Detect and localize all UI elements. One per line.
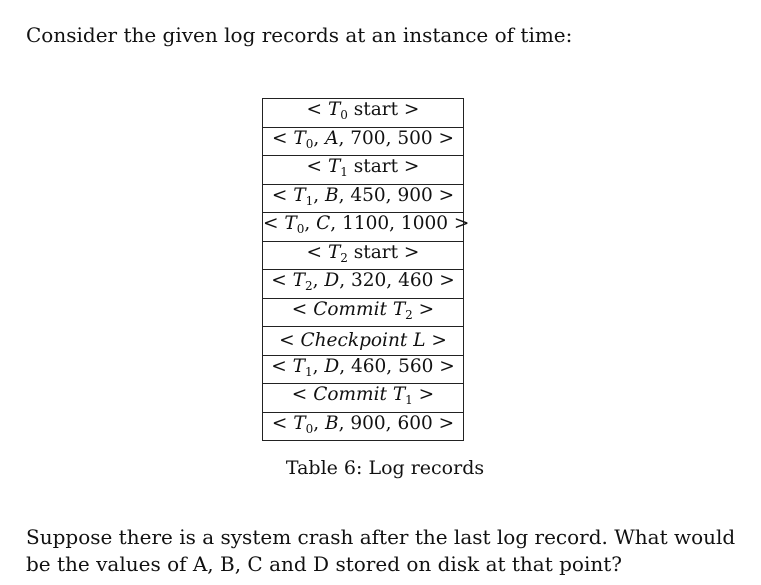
txn-subscript: 1 (305, 193, 314, 208)
separator: , (312, 270, 325, 292)
close-bracket: > (432, 184, 455, 206)
separator: , (385, 127, 398, 149)
separator: , (386, 355, 399, 377)
new-value: 500 (397, 127, 433, 149)
separator: , (304, 213, 317, 235)
new-value: 460 (398, 270, 434, 292)
commit-keyword: Commit (313, 298, 393, 320)
separator: , (339, 355, 351, 377)
separator: , (389, 213, 401, 235)
close-bracket: > (398, 156, 420, 178)
intro-text: Consider the given log records at an instance of time: (26, 23, 573, 47)
open-bracket: < (279, 329, 301, 351)
log-record-cell (263, 412, 464, 441)
log-record-row (263, 384, 464, 413)
separator: , (386, 270, 399, 292)
txn-name: T (284, 213, 297, 235)
separator: , (385, 184, 398, 206)
txn-subscript: 0 (340, 108, 348, 123)
close-bracket: > (433, 355, 455, 377)
checkpoint-arg: L (413, 329, 426, 351)
log-record-cell (263, 384, 464, 413)
data-item: D (324, 270, 340, 292)
start-label: start (347, 99, 399, 121)
txn-name: T (327, 241, 341, 263)
open-bracket: < (306, 241, 328, 263)
log-records-body (263, 99, 470, 441)
log-record-cell (263, 99, 464, 128)
log-record-cell (263, 355, 464, 384)
txn-subscript: 1 (405, 393, 413, 408)
txn-subscript: 2 (340, 250, 348, 265)
new-value: 600 (397, 412, 433, 434)
separator: , (339, 270, 351, 292)
txn-name: T (327, 156, 341, 178)
separator: , (313, 412, 325, 434)
txn-subscript: 1 (304, 364, 313, 379)
txn-name: T (392, 298, 406, 320)
log-record-cell (263, 327, 464, 356)
old-value: 450 (350, 184, 386, 206)
data-item: B (324, 412, 339, 434)
start-label: start (347, 156, 399, 178)
separator: , (313, 184, 325, 206)
data-item: D (324, 355, 340, 377)
open-bracket: < (271, 127, 294, 149)
log-record-cell (263, 298, 464, 327)
data-item: C (316, 213, 331, 235)
old-value: 320 (350, 270, 387, 292)
txn-name: T (293, 412, 306, 434)
separator: , (313, 127, 326, 149)
log-record-row (263, 298, 464, 327)
open-bracket: < (306, 99, 328, 121)
txn-name: T (293, 184, 306, 206)
open-bracket: < (271, 270, 293, 292)
close-bracket: > (398, 241, 420, 263)
log-record-cell (263, 156, 464, 185)
txn-name: T (327, 99, 341, 121)
separator: , (338, 127, 351, 149)
close-bracket: > (433, 270, 455, 292)
txn-subscript: 0 (305, 136, 314, 151)
log-record-row (263, 99, 464, 128)
table-caption (0, 456, 761, 480)
close-bracket: > (432, 412, 455, 434)
txn-name: T (292, 270, 305, 292)
separator: , (338, 184, 351, 206)
txn-subscript: 1 (340, 165, 348, 180)
txn-subscript: 2 (405, 307, 413, 322)
log-record-row (263, 355, 464, 384)
old-value: 460 (350, 355, 387, 377)
log-records-table (262, 98, 470, 441)
open-bracket: < (271, 355, 293, 377)
checkpoint-keyword: Checkpoint (300, 329, 414, 351)
table-caption-text: Table 6: Log records (285, 457, 485, 479)
open-bracket: < (306, 156, 328, 178)
separator: , (338, 412, 351, 434)
close-bracket: > (432, 127, 455, 149)
new-value: 900 (397, 184, 433, 206)
separator: , (385, 412, 398, 434)
txn-subscript: 2 (304, 279, 313, 294)
close-bracket: > (425, 329, 447, 351)
log-record-cell (263, 241, 464, 270)
old-value: 700 (350, 127, 386, 149)
separator: , (312, 355, 325, 377)
open-bracket: < (271, 412, 294, 434)
log-record-cell (263, 127, 464, 156)
question-text: Suppose there is a system crash after the last log record. What would be the values of A, B, C and D stored on disk at that point? (26, 525, 736, 576)
open-bracket: < (271, 184, 294, 206)
close-bracket: > (412, 298, 435, 320)
txn-name: T (292, 355, 305, 377)
log-record-cell (263, 184, 464, 213)
start-label: start (347, 241, 399, 263)
log-record-row (263, 156, 464, 185)
data-item: B (324, 184, 339, 206)
close-bracket: > (412, 384, 435, 406)
txn-name: T (392, 384, 406, 406)
log-record-row (263, 127, 464, 156)
old-value: 1100 (342, 213, 390, 235)
log-record-row (263, 184, 464, 213)
old-value: 900 (350, 412, 386, 434)
separator: , (330, 213, 343, 235)
log-record-row (263, 327, 464, 356)
open-bracket: < (291, 298, 314, 320)
open-bracket: < (291, 384, 314, 406)
log-record-row (263, 270, 464, 299)
commit-keyword: Commit (313, 384, 393, 406)
close-bracket: > (398, 99, 420, 121)
txn-name: T (293, 127, 306, 149)
new-value: 1000 (400, 213, 449, 235)
data-item: A (325, 127, 339, 149)
new-value: 560 (398, 355, 434, 377)
log-record-row (263, 412, 464, 441)
open-bracket: < (263, 213, 285, 235)
txn-subscript: 0 (305, 421, 314, 436)
log-record-row (263, 241, 464, 270)
close-bracket: > (448, 213, 470, 235)
log-record-cell (263, 270, 464, 299)
log-record-cell (263, 213, 470, 242)
txn-subscript: 0 (296, 222, 305, 237)
log-record-row (263, 213, 464, 242)
